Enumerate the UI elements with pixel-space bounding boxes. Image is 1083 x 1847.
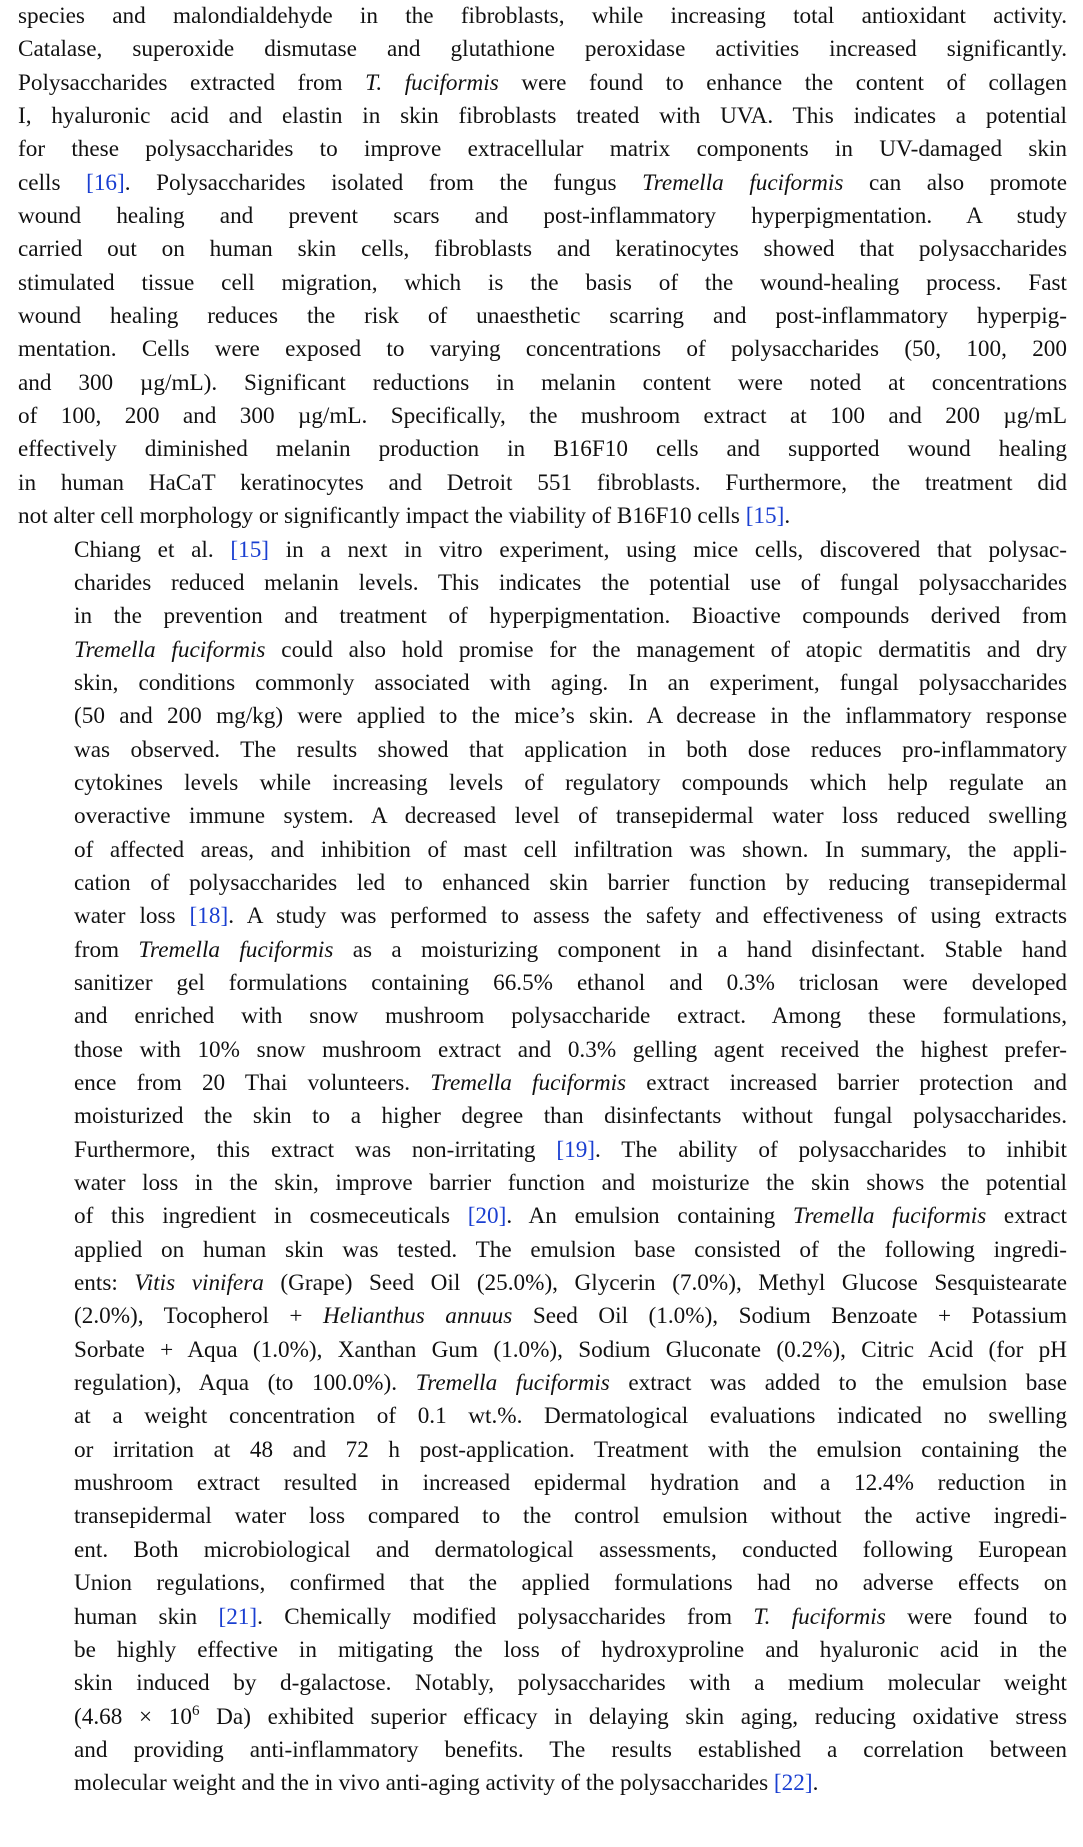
text-line [18,1034,1067,1067]
text-run: extract [986,1203,1067,1230]
text-run: skin induced by d-galactose. Notably, polysaccharides with a medium molecular weight [74,1670,1067,1697]
citation-link[interactable]: [15] [230,536,270,563]
text-run: of this ingredient in cosmeceuticals [74,1203,468,1230]
text-run: at a weight concentration of 0.1 wt.%. Dermatological evaluations indicated no swelling [74,1403,1067,1430]
text-line [18,1500,1067,1533]
text-run: and enriched with snow mushroom polysaccharide extract. Among these formulations, [74,1003,1067,1030]
text-line [18,767,1067,800]
text-run: . An emulsion containing [506,1203,793,1230]
text-run: applied on human skin was tested. The emulsion base consisted of the following ingredi- [74,1236,1067,1263]
text-run: for these polysaccharides to improve extracellular matrix components in UV-damaged skin [18,136,1067,163]
italic-term: Vitis vinifera [134,1270,264,1297]
text-line [18,367,1067,400]
text-line [18,1400,1067,1433]
text-line [18,167,1067,200]
text-line [18,1100,1067,1133]
text-line [18,534,1067,567]
text-run: and providing anti-inflammatory benefits. The results established a correlation between [74,1736,1067,1763]
italic-term: Helianthus annuus [323,1303,513,1330]
citation-link[interactable]: [18] [189,903,229,930]
text-run: overactive immune system. A decreased level of transepidermal water loss reduced swelling [74,803,1067,830]
text-run: I, hyaluronic acid and elastin in skin fibroblasts treated with UVA. This indicates a potential [18,103,1067,130]
text-run: of affected areas, and inhibition of mast cell infiltration was shown. In summary, the appli- [74,836,1067,863]
text-line [18,1067,1067,1100]
text-line [18,1667,1067,1700]
text-line [18,1701,1067,1734]
text-run: Catalase, superoxide dismutase and glutathione peroxidase activities increased significantly. [18,36,1067,63]
paragraph [18,534,1067,1801]
text-run: wound healing and prevent scars and post-inflammatory hyperpigmentation. A study [18,203,1067,230]
text-line [18,634,1067,667]
text-run: were found to [885,1603,1068,1630]
text-run: Chiang et al. [74,536,231,563]
text-line [18,867,1067,900]
italic-term: Tremella fuciformis [430,1070,627,1096]
text-line [18,300,1067,333]
italic-term: T. fuciformis [365,69,499,96]
text-run: Union regulations, confirmed that the applied formulations had no adverse effects on [74,1570,1067,1597]
text-line [18,567,1067,600]
text-run: wound healing reduces the risk of unaesthetic scarring and post-inflammatory hyperpig- [18,303,1067,330]
italic-term: Tremella fuciformis [415,1370,610,1397]
text-line [18,1534,1067,1567]
citation-link[interactable]: [21] [218,1603,258,1630]
text-line [18,1300,1067,1333]
text-run: could also hold promise for the management of atopic dermatitis and dry [265,636,1067,663]
italic-term: Tremella fuciformis [642,169,844,196]
text-run: mentation. Cells were exposed to varying concentrations of polysaccharides (50, 100, 200 [18,336,1067,363]
text-run: (2.0%), Tocopherol + [74,1303,324,1330]
text-line [18,433,1067,466]
text-line [18,1601,1067,1634]
italic-term: Tremella fuciformis [792,1203,987,1230]
text-run: mushroom extract resulted in increased epidermal hydration and a 12.4% reduction in [74,1470,1067,1497]
text-run: transepidermal water loss compared to the control emulsion without the active ingredi- [74,1503,1067,1530]
text-line [18,400,1067,433]
text-line [18,133,1067,166]
text-line [18,1267,1067,1300]
italic-term: Tremella fuciformis [74,636,266,663]
text-line [18,267,1067,300]
italic-term: T. fuciformis [753,1603,886,1630]
text-line [18,1167,1067,1200]
text-run: extract was added to the emulsion base [609,1370,1067,1397]
text-run: . Chemically modified polysaccharides from [257,1603,754,1630]
text-run: (Grape) Seed Oil (25.0%), Glycerin (7.0%), Methyl Glucose Sesquistearate [263,1270,1068,1297]
text-run: Da) exhibited superior efficacy in delaying skin aging, reducing oxidative stress [199,1703,1067,1730]
text-run: not alter cell morphology or significantly impact the viability of B16F10 cells [18,503,746,530]
italic-term: Tremella fuciformis [138,936,334,963]
paragraph [18,0,1067,534]
text-run: regulation), Aqua (to 100.0%). [74,1370,416,1397]
text-line [18,67,1067,100]
text-run: were found to enhance the content of collagen [498,69,1067,96]
citation-link[interactable]: [20] [467,1203,507,1230]
text-run: moisturized the skin to a higher degree than disinfectants without fungal polysaccharides. [74,1103,1067,1130]
text-run: (50 and 200 mg/kg) were applied to the mice’s skin. A decrease in the inflammatory response [74,703,1067,730]
text-run: water loss [74,903,190,930]
citation-link[interactable]: [16] [86,169,125,196]
text-line [18,667,1067,700]
text-run: Sorbate + Aqua (1.0%), Xanthan Gum (1.0%), Sodium Gluconate (0.2%), Citric Acid (for pH [74,1336,1067,1363]
text-run: in human HaCaT keratinocytes and Detroit 551 fibroblasts. Furthermore, the treatment did [18,469,1067,496]
text-line [18,800,1067,833]
text-line [18,1234,1067,1267]
text-line [18,200,1067,233]
text-line [18,1134,1067,1167]
text-line [18,33,1067,66]
text-run: Seed Oil (1.0%), Sodium Benzoate + Potassium [512,1303,1067,1330]
text-line [18,1567,1067,1600]
text-run: . The ability of polysaccharides to inhibit [595,1136,1067,1163]
text-run: carried out on human skin cells, fibroblasts and keratinocytes showed that polysaccharides [18,236,1067,263]
text-line [18,1634,1067,1667]
citation-link[interactable]: [22] [773,1770,813,1797]
text-run: species and malondialdehyde in the fibroblasts, while increasing total antioxidant activity. [18,3,1067,29]
text-line [18,100,1067,133]
text-run: skin, conditions commonly associated with aging. In an experiment, fungal polysaccharides [74,669,1067,696]
text-run: was observed. The results showed that application in both dose reduces pro-inflammatory [74,736,1067,763]
article-body [18,0,1067,1801]
text-run: effectively diminished melanin production in B16F10 cells and supported wound healing [18,436,1067,463]
text-line [18,1467,1067,1500]
text-run: be highly effective in mitigating the loss of hydroxyproline and hyaluronic acid in the [74,1636,1067,1663]
text-line [18,233,1067,266]
text-run: . [812,1770,819,1797]
text-run: can also promote [843,169,1067,196]
text-line [18,600,1067,633]
text-run: charides reduced melanin levels. This indicates the potential use of fungal polysaccharides [74,569,1067,596]
text-run: human skin [74,1603,219,1630]
text-run: cytokines levels while increasing levels of regulatory compounds which help regulate an [74,769,1067,796]
text-line [18,1434,1067,1467]
text-line [18,333,1067,366]
text-line [18,1767,1067,1800]
citation-link[interactable]: [15] [745,503,785,530]
text-line [18,834,1067,867]
text-run: . [784,503,791,530]
text-run: . Polysaccharides isolated from the fungus [124,169,643,196]
text-run: extract increased barrier protection and [626,1070,1068,1096]
text-run: as a moisturizing component in a hand disinfectant. Stable hand [333,936,1067,963]
text-run: Polysaccharides extracted from [18,69,366,96]
text-run: molecular weight and the in vivo anti-aging activity of the polysaccharides [74,1770,774,1797]
text-run: in the prevention and treatment of hyperpigmentation. Bioactive compounds derived from [74,603,1067,630]
text-run: of 100, 200 and 300 µg/mL. Specifically, the mushroom extract at 100 and 200 µg/mL [18,403,1067,430]
text-line [18,1334,1067,1367]
text-line [18,967,1067,1000]
text-run: and 300 µg/mL). Significant reductions in melanin content were noted at concentrations [18,369,1067,396]
text-line [18,700,1067,733]
text-line [18,934,1067,967]
text-run: ent. Both microbiological and dermatological assessments, conducted following European [74,1536,1067,1563]
text-line [18,1200,1067,1233]
text-line [18,1734,1067,1767]
text-run: cation of polysaccharides led to enhanced skin barrier function by reducing transepidermal [74,869,1067,896]
text-run: water loss in the skin, improve barrier function and moisturize the skin shows the potential [74,1170,1067,1197]
text-run: sanitizer gel formulations containing 66.5% ethanol and 0.3% triclosan were developed [74,969,1067,996]
text-run: ents: [74,1270,135,1297]
text-line [18,467,1067,500]
text-line [18,734,1067,767]
text-line [18,1367,1067,1400]
text-line [18,900,1067,933]
text-run: ence from 20 Thai volunteers. [74,1070,431,1096]
text-run: cells [18,169,87,196]
text-run: . A study was performed to assess the safety and effectiveness of using extracts [228,903,1067,930]
text-line [18,0,1067,33]
text-run: in a next in vitro experiment, using mice cells, discovered that polysac- [269,536,1068,563]
text-run: (4.68 × 10 [74,1703,192,1730]
text-run: those with 10% snow mushroom extract and 0.3% gelling agent received the highest prefer- [74,1036,1067,1063]
text-run: or irritation at 48 and 72 h post-application. Treatment with the emulsion containing the [74,1436,1067,1463]
text-run: stimulated tissue cell migration, which is the basis of the wound-healing process. Fast [18,269,1067,296]
text-line [18,1000,1067,1033]
text-run: Furthermore, this extract was non-irritating [74,1136,557,1163]
text-run: from [74,936,139,963]
superscript: 6 [191,1702,200,1719]
text-line [18,500,1067,533]
citation-link[interactable]: [19] [556,1136,596,1163]
